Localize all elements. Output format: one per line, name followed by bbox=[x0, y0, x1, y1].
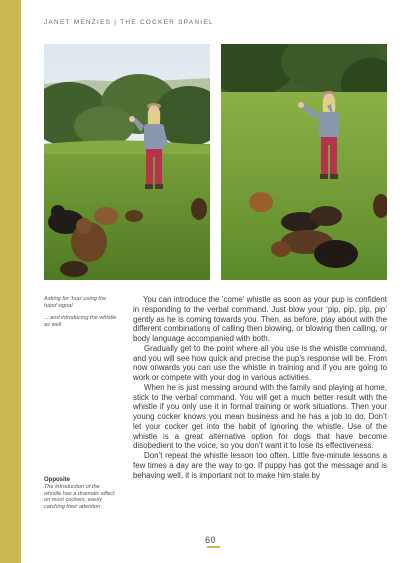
page-number: 60 bbox=[205, 535, 217, 545]
photo-hand-signal bbox=[44, 44, 210, 280]
caption-whistle: ... and introducing the whistle as well bbox=[44, 315, 117, 328]
page-spine-bar bbox=[0, 0, 21, 563]
caption-opposite-text: The introduction of the whistle has a dramatic effect on most cockers, easily catching their attention bbox=[44, 484, 115, 510]
running-head: JANET MENZIES | THE COCKER SPANIEL bbox=[44, 19, 214, 26]
body-paragraph-4: Don’t repeat the whistle lesson too often. Little five-minute lessons a few times a day are the way to go. If puppy has got the message and is behaving well, it is important not to make him stale by bbox=[133, 451, 387, 480]
caption-hand-signal: Asking for ‘hup’ using the hand signal bbox=[44, 296, 107, 309]
caption-opposite-heading: Opposite bbox=[44, 477, 71, 483]
photo-whistle bbox=[221, 44, 387, 280]
body-text bbox=[133, 295, 387, 480]
photo-whistle-image bbox=[221, 44, 387, 280]
body-paragraph-3: When he is just messing around with the family and playing at home, stick to the verbal command. You will get a much better result with the whistle if you only use it in formal training or work situations. Then your young cocker knows you mean business and he has a job to do. Don’t let your cocker get into the habit of ignoring the whistle. Use of the whistle is a great alternative option for dogs that have become disobedient to the voice, so you don’t want it to lose its effectiveness. bbox=[133, 382, 387, 451]
body-paragraph-2: Gradually get to the point where all you use is the whistle command, and you will see how quick and precise the pup’s response will be. From now onwards you can use the whistle in training and if you are going to work or compete with your dog in various activities. bbox=[133, 343, 387, 382]
body-paragraph-1: You can introduce the ‘come’ whistle as soon as your pup is confident in responding to the verbal command. Just blow your ‘pip, pip, pip, pip’ gently as he is coming towards you. Then, as before, play about with the different combinations of calling then blowing, or blowing then calling, or body language accompanied with both. bbox=[133, 295, 387, 343]
page-number-rule bbox=[207, 546, 220, 548]
photo-hand-signal-image bbox=[44, 44, 210, 280]
caption-opposite bbox=[44, 477, 118, 510]
